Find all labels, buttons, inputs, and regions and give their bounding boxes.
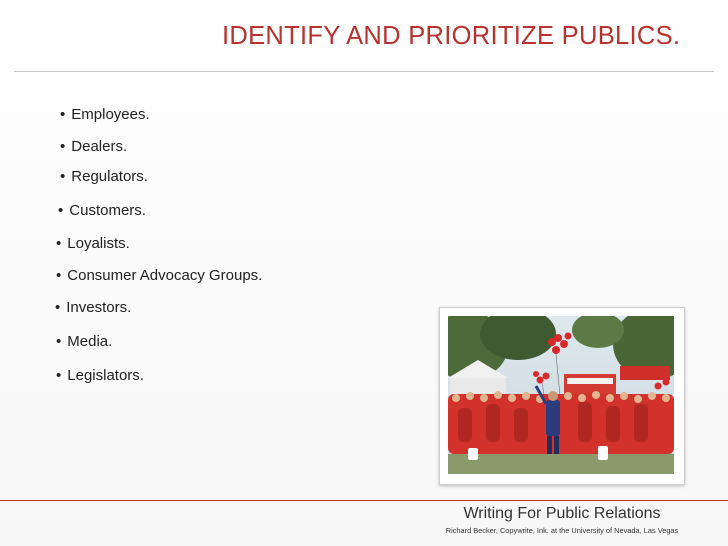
bullet-dot-icon: •	[60, 106, 66, 123]
bullet-text: Investors.	[66, 299, 132, 316]
bullet-text: Consumer Advocacy Groups.	[67, 267, 263, 284]
bullet-text: Customers.	[69, 202, 146, 219]
bullet-item-dealers	[60, 138, 127, 155]
bullet-dot-icon: •	[60, 168, 66, 185]
bullet-item-consumer-advocacy-groups	[56, 267, 262, 284]
bullet-item-loyalists	[56, 235, 130, 252]
bullet-dot-icon: •	[56, 367, 62, 384]
bullet-item-employees	[60, 106, 150, 123]
bullet-item-media	[56, 333, 112, 350]
bullet-text: Loyalists.	[67, 235, 130, 252]
footer-title: Writing For Public Relations	[463, 505, 661, 522]
footer-subtitle: Richard Becker, Copywrite, Ink. at the University of Nevada, Las Vegas	[445, 526, 679, 535]
crowd-photo-illustration	[448, 316, 674, 474]
bullet-text: Media.	[67, 333, 113, 350]
bullet-dot-icon: •	[56, 235, 62, 252]
bullet-dot-icon: •	[60, 138, 66, 155]
bullet-text: Regulators.	[71, 168, 148, 185]
bullet-dot-icon: •	[56, 333, 62, 350]
bullet-item-investors	[55, 299, 131, 316]
bullet-dot-icon: •	[55, 299, 61, 316]
bullet-text: Dealers.	[71, 138, 128, 155]
event-photo	[448, 316, 674, 474]
bullet-dot-icon: •	[56, 267, 62, 284]
bullet-dot-icon: •	[58, 202, 64, 219]
footer-divider	[0, 500, 728, 501]
bullet-text: Employees.	[71, 106, 150, 123]
bullet-item-customers	[58, 202, 146, 219]
photo-frame	[439, 307, 685, 485]
bullet-text: Legislators.	[67, 367, 144, 384]
bullet-item-legislators	[56, 367, 144, 384]
title-divider	[14, 71, 714, 72]
slide-title: IDENTIFY AND PRIORITIZE PUBLICS.	[222, 22, 681, 50]
bullet-item-regulators	[60, 168, 148, 185]
